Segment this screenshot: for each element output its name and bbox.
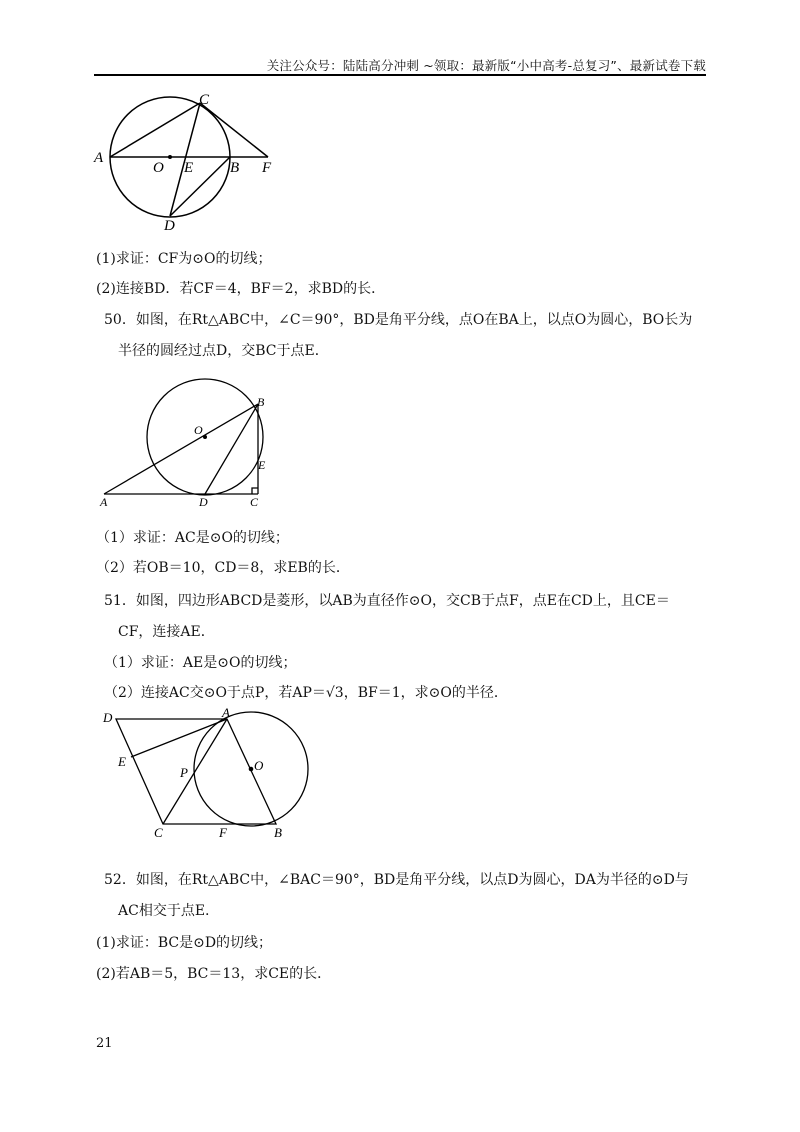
label-50-b: B <box>257 395 265 409</box>
problem49-q2: (2)连接BD．若CF＝4，BF＝2，求BD的长． <box>96 281 386 297</box>
problem51-q1: （1）求证：AE是⊙O的切线； <box>104 655 297 671</box>
problem52-q2: (2)若AB＝5，BC＝13，求CE的长． <box>96 966 332 982</box>
label-51-d: D <box>103 710 113 725</box>
label-50-o: O <box>194 423 203 437</box>
label-51-f: F <box>219 825 227 840</box>
center-point-o-51 <box>249 767 254 772</box>
label-50-a: A <box>100 495 108 509</box>
label-49-o: O <box>153 160 164 176</box>
problem51-stem-2: CF，连接AE． <box>118 624 215 640</box>
page-number: 21 <box>96 1036 113 1051</box>
segment-ae-51 <box>131 719 227 757</box>
problem49-q1: (1)求证：CF为⊙O的切线； <box>96 251 272 267</box>
label-49-b: B <box>230 160 240 176</box>
problem51-q2: （2）连接AC交⊙O于点P，若AP＝√3，BF＝1，求⊙O的半径． <box>104 685 508 701</box>
problem52-stem-1: 52．如图，在Rt△ABC中，∠BAC＝90°，BD是角平分线，以点D为圆心，DA为半径的⊙D与 <box>104 872 689 888</box>
label-51-e: E <box>118 754 126 769</box>
page-header: 关注公众号：陆陆高分冲刺 ~领取：最新版“小中高考-总复习”、最新试卷下载 <box>266 58 706 73</box>
problem50-q1: （1）求证：AC是⊙O的切线； <box>96 530 289 546</box>
segment-ac-51 <box>163 719 227 824</box>
label-49-a: A <box>94 150 104 166</box>
label-49-c: C <box>199 92 210 108</box>
problem50-stem-1: 50．如图，在Rt△ABC中，∠C＝90°，BD是角平分线，点O在BA上，以点O为圆心，BO长为 <box>104 312 693 328</box>
problem50-q2: （2）若OB＝10，CD＝8，求EB的长． <box>96 560 350 576</box>
label-50-e: E <box>258 458 266 472</box>
problem52-q1: (1)求证：BC是⊙D的切线； <box>96 935 273 951</box>
label-49-f: F <box>262 160 272 176</box>
label-51-c: C <box>154 825 163 840</box>
label-51-b: B <box>274 825 282 840</box>
label-49-d: D <box>164 218 175 234</box>
label-50-c: C <box>250 495 259 509</box>
problem51-stem-1: 51．如图，四边形ABCD是菱形，以AB为直径作⊙O，交CB于点F，点E在CD上，且CE＝ <box>104 593 670 609</box>
label-51-a: A <box>222 705 230 720</box>
label-49-e: E <box>184 160 194 176</box>
label-51-o: O <box>254 758 264 773</box>
problem52-stem-2: AC相交于点E. <box>118 903 210 919</box>
label-50-d: D <box>199 495 208 509</box>
problem50-stem-2: 半径的圆经过点D，交BC于点E． <box>118 343 329 359</box>
label-51-p: P <box>180 765 188 780</box>
rhombus-abcd <box>116 719 276 824</box>
